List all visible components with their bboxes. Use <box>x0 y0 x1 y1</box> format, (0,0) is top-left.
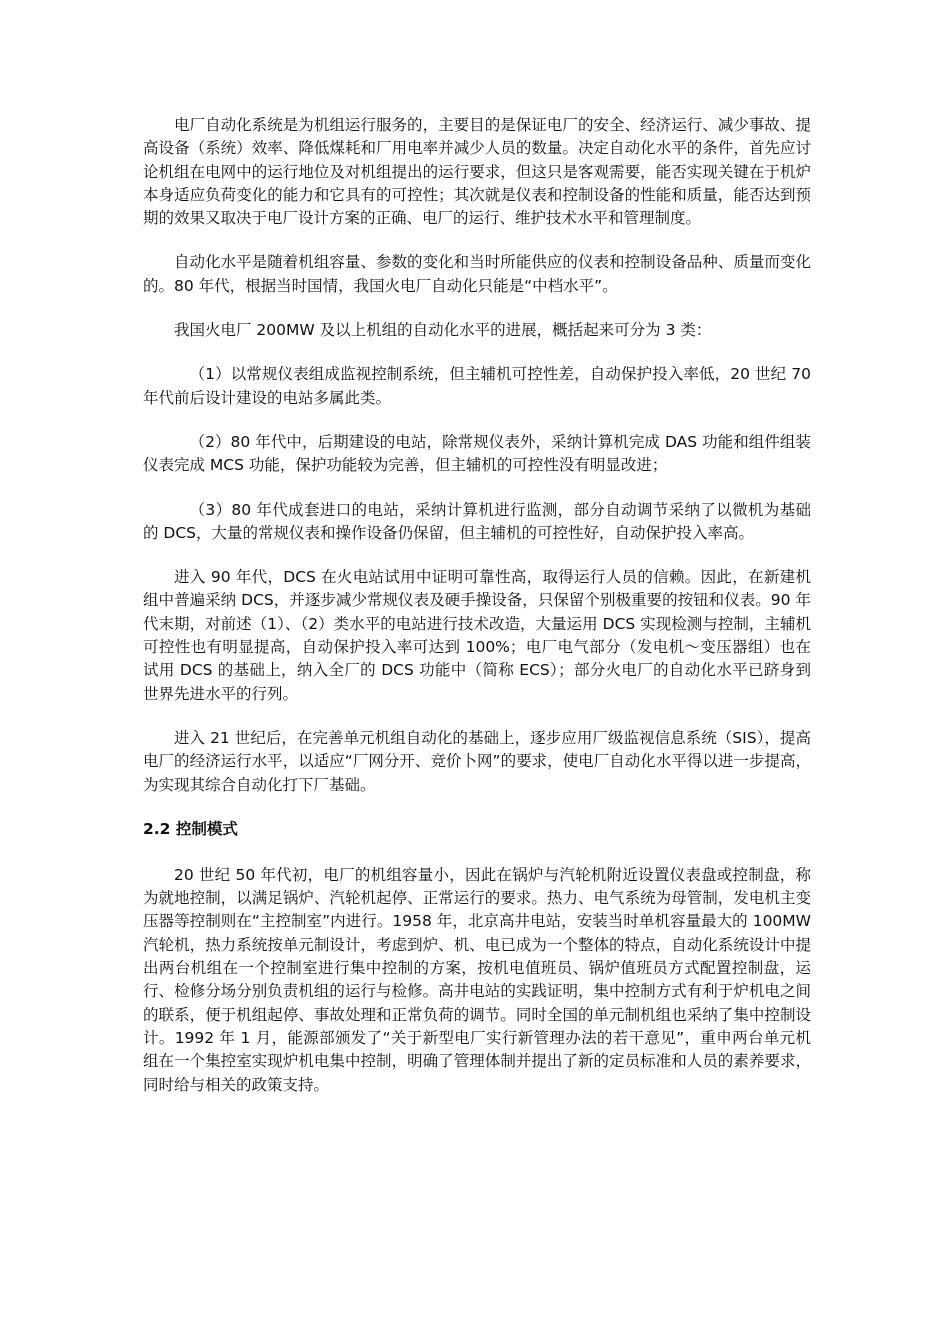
list-item-category-2: （2）80 年代中，后期建设的电站，除常规仪表外，采纳计算机完成 DAS 功能和组件组装仪表完成 MCS 功能，保护功能较为完善，但主辅机的可控性没有明显改进； <box>143 432 811 475</box>
paragraph-21st-century: 进入 21 世纪后，在完善单元机组自动化的基础上，逐步应用厂级监视信息系统（SIS），提高电厂的经济运行水平，以适应“厂网分开、竞价卜网”的要求，使电厂自动化水平得以进一步提高，为实现其综合自动化打下厂基础。 <box>143 728 811 794</box>
list-item-category-1: （1）以常规仪表组成监视控制系统，但主辅机可控性差，自动保护投入率低，20 世纪 70 年代前后设计建设的电站多属此类。 <box>143 365 811 407</box>
paragraph-classification-intro: 我国火电厂 200MW 及以上机组的自动化水平的进展，概括起来可分为 3 类： <box>174 321 712 340</box>
list-item-category-3: （3）80 年代成套进口的电站，采纳计算机进行监测，部分自动调节采纳了以微机为基础的 DCS，大量的常规仪表和操作设备仍保留，但主辅机的可控性好，自动保护投入率高。 <box>143 500 811 542</box>
paragraph-purpose: 电厂自动化系统是为机组运行服务的，主要目的是保证电厂的安全、经济运行、减少事故、提高设备（系统）效率、降低煤耗和厂用电率并减少人员的数量。决定自动化水平的条件，首先应讨论机组在电网中的运行地位及对机组提出的运行要求，但这只是客观需要，能否实现关键在于机炉本身适应负荷变化的能力和它具有的可控性；其次就是仪表和控制设备的性能和质量，能否达到预期的效果又取决于电厂设计方案的正确、电厂的运行、维护技术水平和管理制度。 <box>143 116 811 228</box>
paragraph-automation-level: 自动化水平是随着机组容量、参数的变化和当时所能供应的仪表和控制设备品种、质量而变化的。80 年代，根据当时国情，我国火电厂自动化只能是“中档水平”。 <box>143 253 811 295</box>
paragraph-control-mode: 20 世纪 50 年代初，电厂的机组容量小，因此在锅炉与汽轮机附近设置仪表盘或控制盘，称为就地控制，以满足锅炉、汽轮机起停、正常运行的要求。热力、电气系统为母管制，发电机主变压器等控制则在“主控制室”内进行。1958 年，北京高井电站，安装当时单机容量最大的 100MW 汽轮机，热力系统按单元制设计，考虑到炉、机、电已成为一个整体的特点，自动化系统设计中提出两台机组在一个控制室进行集中控制的方案，按机电值班员、锅炉值班员方式配置控制盘，运行、检修分场分别负责机组的运行与检修。高井电站的实践证明，集中控制方式有利于炉机电之间的联系，便于机组起停、事故处理和正常负荷的调节。同时全国的单元制机组也采纳了集中控制设计。1992 年 1 月，能源部颁发了“关于新型电厂实行新管理办法的若干意见”，重申两台单元机组在一个集控室实现炉机电集中控制，明确了管理体制并提出了新的定员标准和人员的素养要求，同时给与相关的政策支持。 <box>143 865 811 1094</box>
paragraph-90s-dcs: 进入 90 年代，DCS 在火电站试用中证明可靠性高，取得运行人员的信赖。因此，在新建机组中普遍采纳 DCS，并逐步减少常规仪表及硬手操设备，只保留个别极重要的按钮和仪表。90 年代末期，对前述（1）、（2）类水平的电站进行技术改造，大量运用 DCS 实现检测与控制，主辅机可控性也有明显提高，自动保护投入率可达到 100%；电厂电气部分（发电机～变压器组）也在试用 DCS 的基础上，纳入全厂的 DCS 功能中（简称 ECS）；部分火电厂的自动化水平已跻身到世界先进水平的行列。 <box>143 568 811 703</box>
document-page <box>143 114 811 1118</box>
section-heading: 2.2 控制模式 <box>143 819 238 838</box>
